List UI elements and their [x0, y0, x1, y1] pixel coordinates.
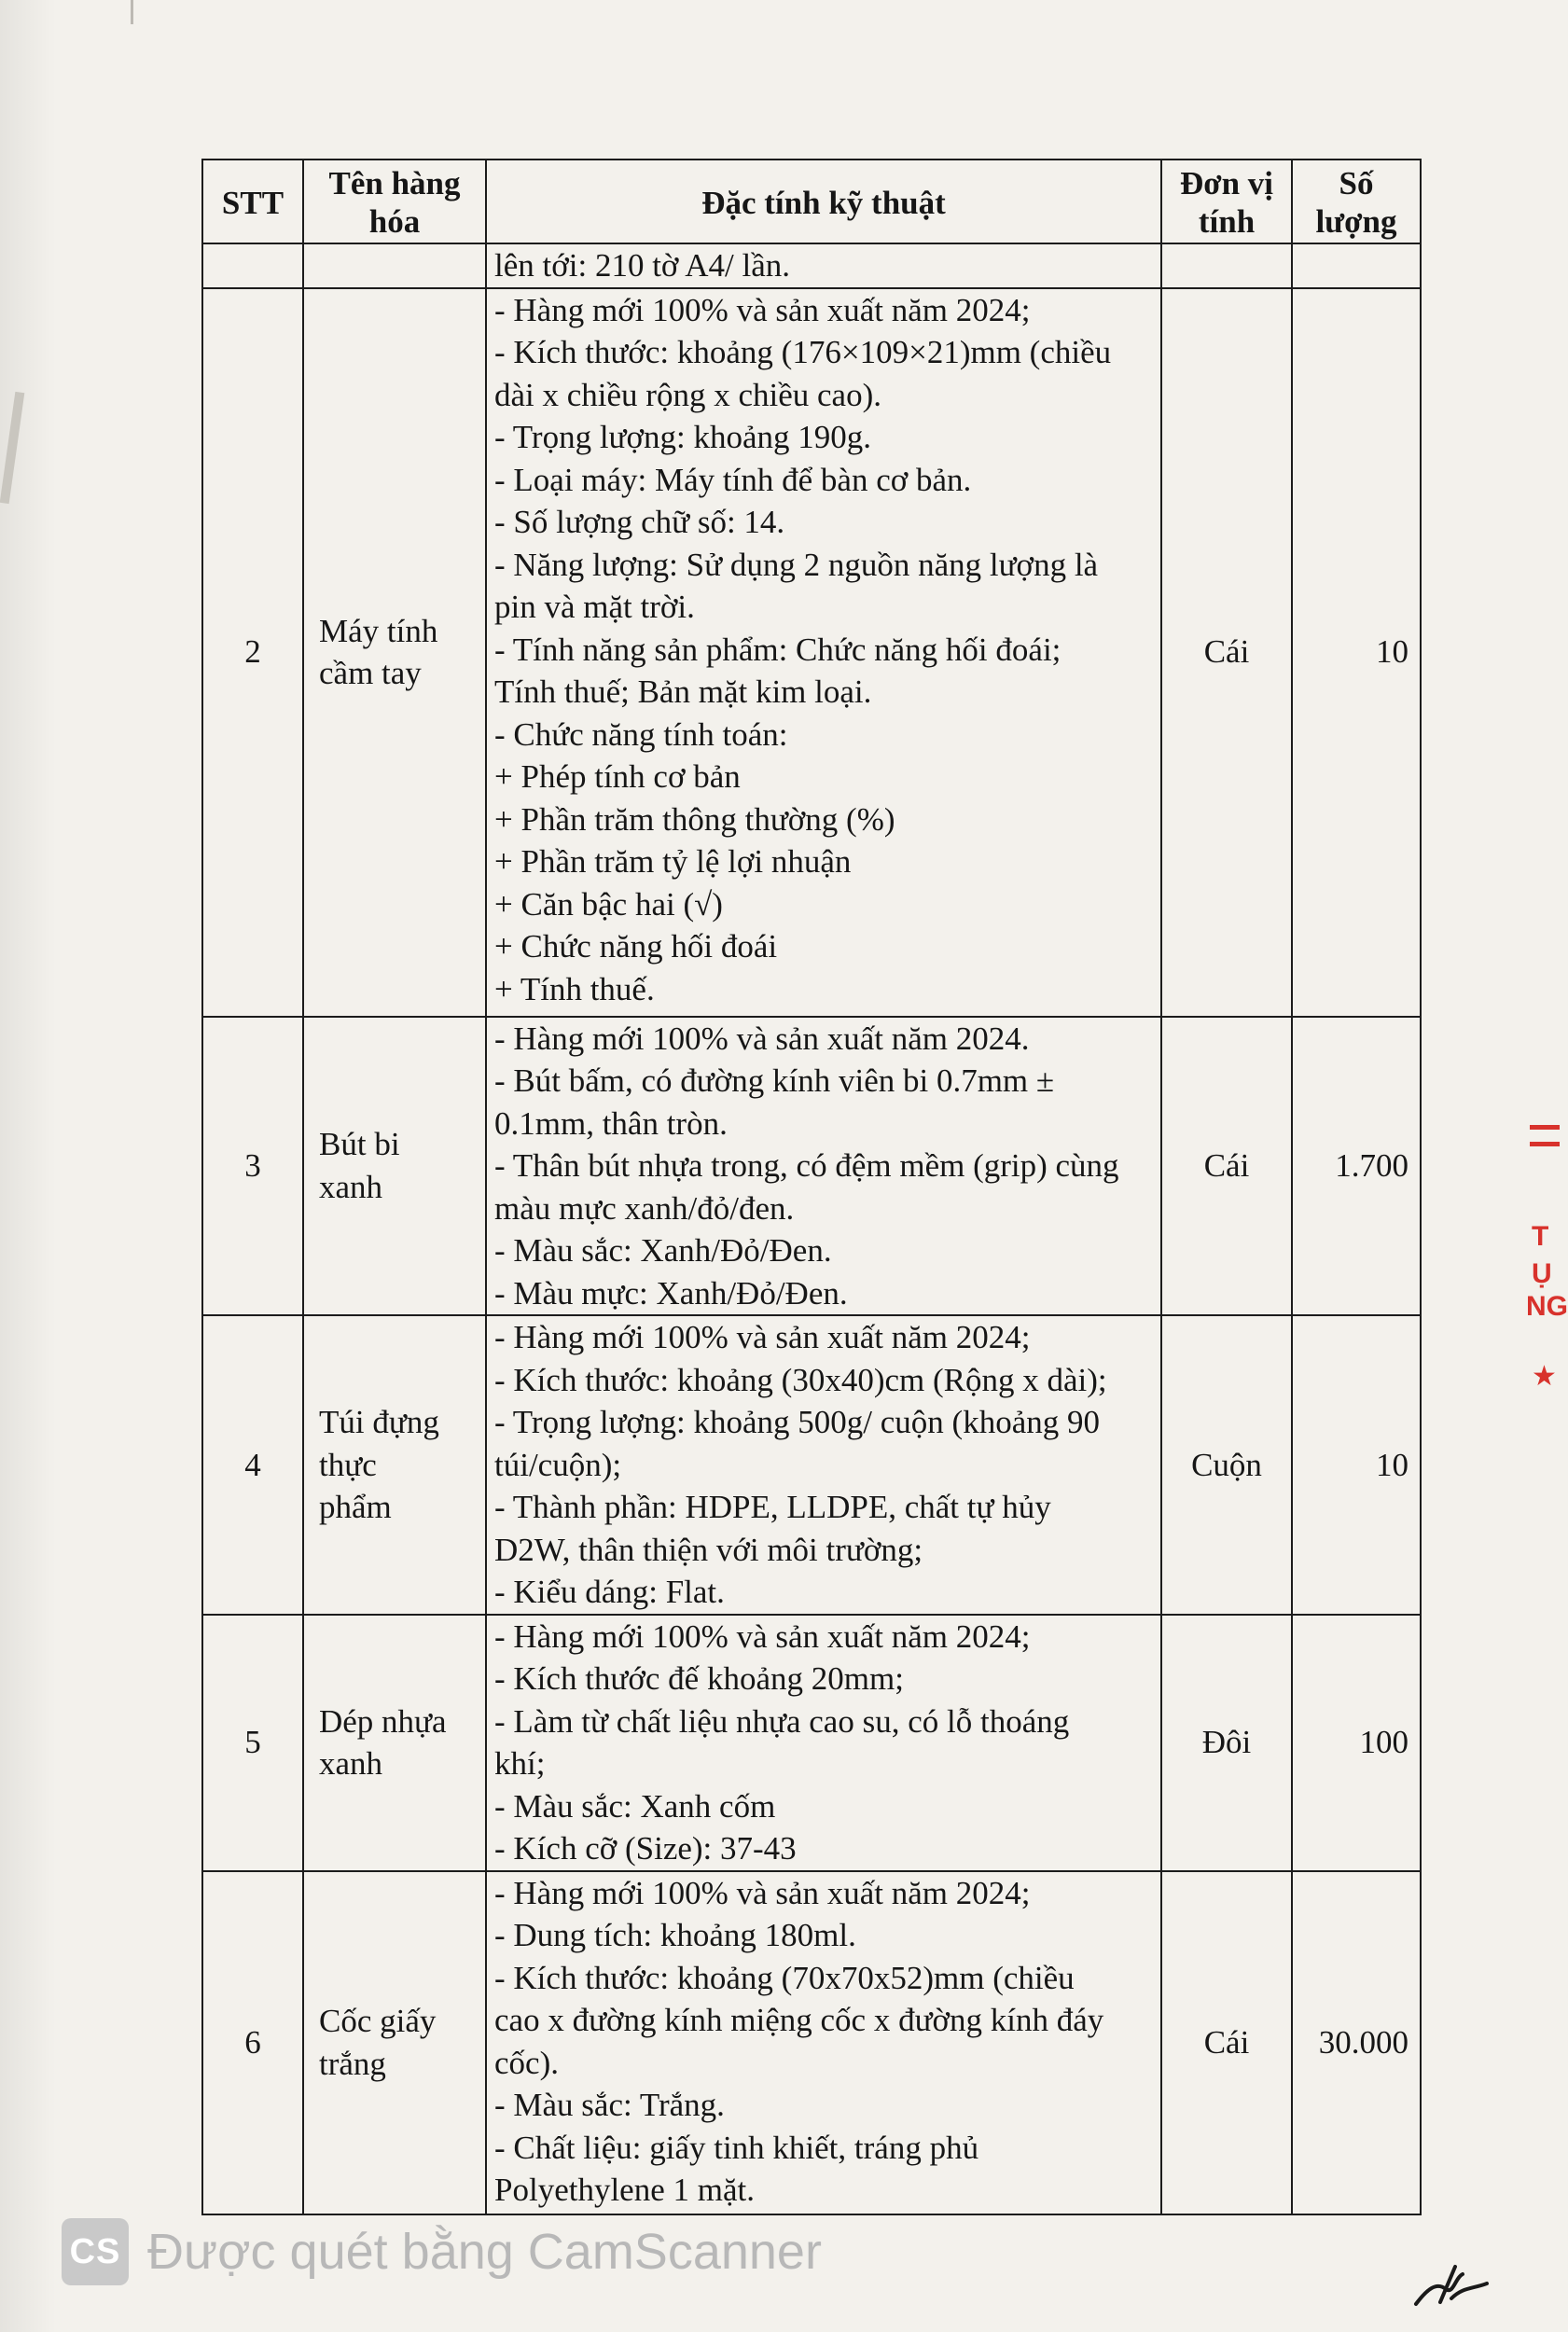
spec-line: - Làm từ chất liệu nhựa cao su, có lỗ thoáng [494, 1702, 1070, 1740]
spec-line: - Kiểu dáng: Flat. [494, 1574, 725, 1610]
spec-line: - Hàng mới 100% và sản xuất năm 2024. [494, 1020, 1030, 1057]
spec-line: cốc). [494, 2044, 559, 2081]
spec-line: + Phần trăm tỷ lệ lợi nhuận [494, 843, 852, 880]
row-stt: 4 [202, 1315, 303, 1615]
row-quantity: 1.700 [1292, 1017, 1421, 1316]
item-name-line: Bút bi [319, 1126, 400, 1163]
spec-line: - Kích thước: khoảng (70x70x52)mm (chiều [494, 1959, 1075, 1996]
header-stt: STT [202, 160, 303, 243]
spec-line: - Màu mực: Xanh/Đỏ/Đen. [494, 1274, 848, 1312]
header-unit-line: tính [1198, 203, 1256, 240]
item-name-line: trắng [319, 2045, 386, 2082]
watermark-text: Được quét bằng CamScanner [147, 2224, 822, 2280]
spec-line: - Màu sắc: Xanh/Đỏ/Đen. [494, 1232, 832, 1269]
spec-line: - Hàng mới 100% và sản xuất năm 2024; [494, 291, 1031, 328]
header-qty-line: Số [1339, 165, 1374, 201]
row-quantity: 100 [1292, 1615, 1421, 1871]
spec-line: - Hàng mới 100% và sản xuất năm 2024; [494, 1617, 1031, 1655]
spec-line: Tính thuế; Bản mặt kim loại. [494, 673, 872, 710]
camscanner-logo: CS [62, 2218, 129, 2285]
spec-line: - Dung tích: khoảng 180ml. [494, 1917, 856, 1953]
item-name-line: Cốc giấy [319, 2003, 437, 2039]
row-stt: 5 [202, 1615, 303, 1871]
row-quantity: 30.000 [1292, 1871, 1421, 2214]
spec-line: Polyethylene 1 mặt. [494, 2172, 755, 2208]
goods-spec-table [201, 159, 1422, 2215]
table-row [202, 1615, 1421, 1871]
header-unit-line: Đơn vị [1179, 165, 1274, 201]
stamp-text: T [1532, 1221, 1549, 1252]
row-stt: 6 [202, 1871, 303, 2214]
continuation-spec [486, 243, 1161, 288]
row-stt: 2 [202, 288, 303, 1017]
spec-line: dài x chiều rộng x chiều cao). [494, 376, 881, 413]
header-spec: Đặc tính kỹ thuật [486, 160, 1161, 243]
table-row [202, 1315, 1421, 1615]
continuation-row [202, 243, 1421, 288]
page-edge-shadow [0, 0, 56, 2332]
spec-line: - Màu sắc: Xanh cốm [494, 1787, 776, 1825]
spec-line: + Phần trăm thông thường (%) [494, 800, 895, 838]
spec-line: pin và mặt trời. [494, 589, 695, 625]
table-body [202, 243, 1421, 2214]
item-name-line: cầm tay [319, 655, 422, 691]
header-qty-line: lượng [1315, 203, 1397, 240]
spec-line: - Chức năng tính toán: [494, 715, 788, 753]
spec-line: - Hàng mới 100% và sản xuất năm 2024; [494, 1319, 1031, 1355]
spec-line: + Phép tính cơ bản [494, 758, 741, 795]
stamp-text: Ụ [1532, 1258, 1552, 1289]
spec-line: - Bút bấm, có đường kính viên bi 0.7mm ± [494, 1062, 1055, 1099]
row-item-name [303, 1615, 486, 1871]
spec-line: túi/cuộn); [494, 1446, 622, 1483]
spec-line: - Số lượng chữ số: 14. [494, 504, 785, 540]
row-item-name [303, 288, 486, 1017]
stamp-text: NG [1526, 1291, 1568, 1322]
item-name-line: xanh [319, 1168, 383, 1205]
row-unit: Cái [1161, 288, 1292, 1017]
spec-line: + Tính thuế. [494, 970, 655, 1007]
row-item-name [303, 1871, 486, 2214]
spec-line: 0.1mm, thân tròn. [494, 1104, 728, 1142]
signature-mark [1408, 2261, 1492, 2317]
spec-line: - Màu sắc: Trắng. [494, 2087, 725, 2123]
row-spec [486, 1017, 1161, 1316]
item-name-line: Máy tính [319, 612, 438, 649]
row-spec [486, 288, 1161, 1017]
spec-line: D2W, thân thiện với môi trường; [494, 1531, 923, 1568]
spec-line: - Hàng mới 100% và sản xuất năm 2024; [494, 1874, 1031, 1911]
continuation-unit [1161, 243, 1292, 288]
continuation-stt [202, 243, 303, 288]
spec-line: cao x đường kính miệng cốc x đường kính đáy [494, 2002, 1104, 2038]
row-spec [486, 1871, 1161, 2214]
item-name-line: xanh [319, 1745, 383, 1782]
header-name-line: Tên hàng [328, 165, 461, 201]
continuation-qty [1292, 243, 1421, 288]
header-name [303, 160, 486, 243]
paper-edge-mark [131, 0, 133, 24]
spec-line: - Kích thước: khoảng (30x40)cm (Rộng x dài); [494, 1361, 1107, 1398]
item-name-line: Túi đựng [319, 1404, 439, 1440]
item-name-line: Dép nhựa [319, 1702, 447, 1740]
row-quantity: 10 [1292, 1315, 1421, 1615]
camscanner-watermark [62, 2214, 822, 2289]
spec-line: - Kích thước đế khoảng 20mm; [494, 1660, 904, 1697]
spec-line: - Năng lượng: Sử dụng 2 nguồn năng lượng là [494, 546, 1099, 583]
stamp-bar [1530, 1125, 1560, 1130]
row-stt: 3 [202, 1017, 303, 1316]
header-unit [1161, 160, 1292, 243]
spec-line: lên tới: 210 tờ A4/ lần. [494, 247, 790, 284]
row-unit: Cái [1161, 1017, 1292, 1316]
spec-line: + Chức năng hối đoái [494, 928, 778, 965]
spec-line: - Chất liệu: giấy tinh khiết, tráng phủ [494, 2129, 979, 2166]
spec-line: - Kích cỡ (Size): 37-43 [494, 1830, 797, 1867]
spec-line: màu mực xanh/đỏ/đen. [494, 1189, 795, 1227]
spec-line: - Loại máy: Máy tính để bàn cơ bản. [494, 461, 972, 498]
row-item-name [303, 1017, 486, 1316]
row-spec [486, 1615, 1161, 1871]
red-stamp-fragment [1526, 1116, 1568, 1498]
spec-line: khí; [494, 1745, 546, 1782]
row-quantity: 10 [1292, 288, 1421, 1017]
item-name-line: phẩm [319, 1489, 392, 1525]
spec-line: - Trọng lượng: khoảng 500g/ cuộn (khoảng 90 [494, 1404, 1100, 1440]
spec-line: - Thân bút nhựa trong, có đệm mềm (grip) cùng [494, 1147, 1119, 1184]
spec-line: - Tính năng sản phẩm: Chức năng hối đoái; [494, 631, 1062, 668]
spec-line: - Kích thước: khoảng (176×109×21)mm (chiều [494, 334, 1112, 370]
spec-line: - Trọng lượng: khoảng 190g. [494, 419, 872, 455]
spec-line: + Căn bậc hai (√) [494, 885, 723, 923]
row-unit: Đôi [1161, 1615, 1292, 1871]
row-spec [486, 1315, 1161, 1615]
item-name-line: thực [319, 1446, 377, 1483]
spec-line: - Thành phần: HDPE, LLDPE, chất tự hủy [494, 1489, 1051, 1525]
stamp-star-icon: ★ [1532, 1361, 1557, 1392]
table-header-row [202, 160, 1421, 243]
stamp-bar [1530, 1142, 1560, 1146]
row-unit: Cái [1161, 1871, 1292, 2214]
row-unit: Cuộn [1161, 1315, 1292, 1615]
row-item-name [303, 1315, 486, 1615]
continuation-name [303, 243, 486, 288]
header-name-line: hóa [368, 203, 421, 240]
table-row [202, 288, 1421, 1017]
table-row [202, 1871, 1421, 2214]
table-row [202, 1017, 1421, 1316]
header-qty [1292, 160, 1421, 243]
